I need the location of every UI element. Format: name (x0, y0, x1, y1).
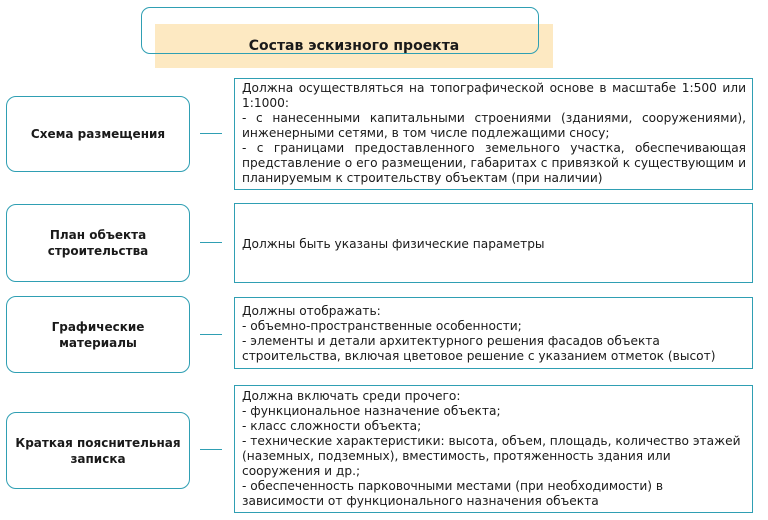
description-line: - класс сложности объекта; (242, 419, 422, 433)
diagram-title: Состав эскизного проекта (248, 38, 460, 54)
description-line: - технические характеристики: высота, объем, площадь, количество этажей (наземных, подземных), вместимость, протяженность здания или сооружения и др.; (242, 434, 741, 478)
category-box-explanatory-note (6, 412, 190, 489)
description-line: Должны быть указаны физические параметры (242, 236, 545, 251)
category-label: План объекта строительства (47, 228, 149, 258)
description-box-graphic-materials (234, 297, 753, 369)
description-line: - обеспеченность парковочными местами (при необходимости) в зависимости от функционального назначения объекта (242, 479, 664, 508)
description-box-explanatory-note (234, 385, 753, 513)
description-line: - объемно-пространственные особенности; (242, 319, 522, 333)
category-box-building-plan (6, 204, 190, 282)
description-line: Должна включать среди прочего: (242, 389, 461, 403)
description-line: Должны отображать: (242, 304, 381, 318)
connector-line (200, 449, 222, 450)
description-line: Должна осуществляться на топографической основе в масштабе 1:500 или 1:1000: (242, 81, 746, 110)
category-label: Краткая пояснительная записка (15, 435, 181, 466)
connector-line (200, 133, 222, 134)
description-line: - функциональное назначение объекта; (242, 404, 501, 418)
description-line: - элементы и детали архитектурного решения фасадов объекта строительства, включая цветовое решение с указанием отметок (высот) (242, 334, 716, 363)
category-label: Графические материалы (51, 319, 145, 350)
connector-line (200, 242, 222, 243)
description-line: - с нанесенными капитальными строениями (зданиями, сооружениями), инженерными сетями, в том числе подлежащими сносу; (242, 111, 746, 140)
category-label: Схема размещения (30, 127, 166, 141)
connector-line (200, 334, 222, 335)
description-box-placement-scheme (234, 78, 753, 190)
category-box-graphic-materials (6, 296, 190, 373)
description-line: - с границами предоставленного земельного участка, обеспечивающая представление о его размещении, габаритах с привязкой к существующим и планируемым к строительству объектам (при наличии) (242, 141, 746, 185)
category-box-placement-scheme (6, 96, 190, 172)
description-box-building-plan (234, 203, 753, 283)
